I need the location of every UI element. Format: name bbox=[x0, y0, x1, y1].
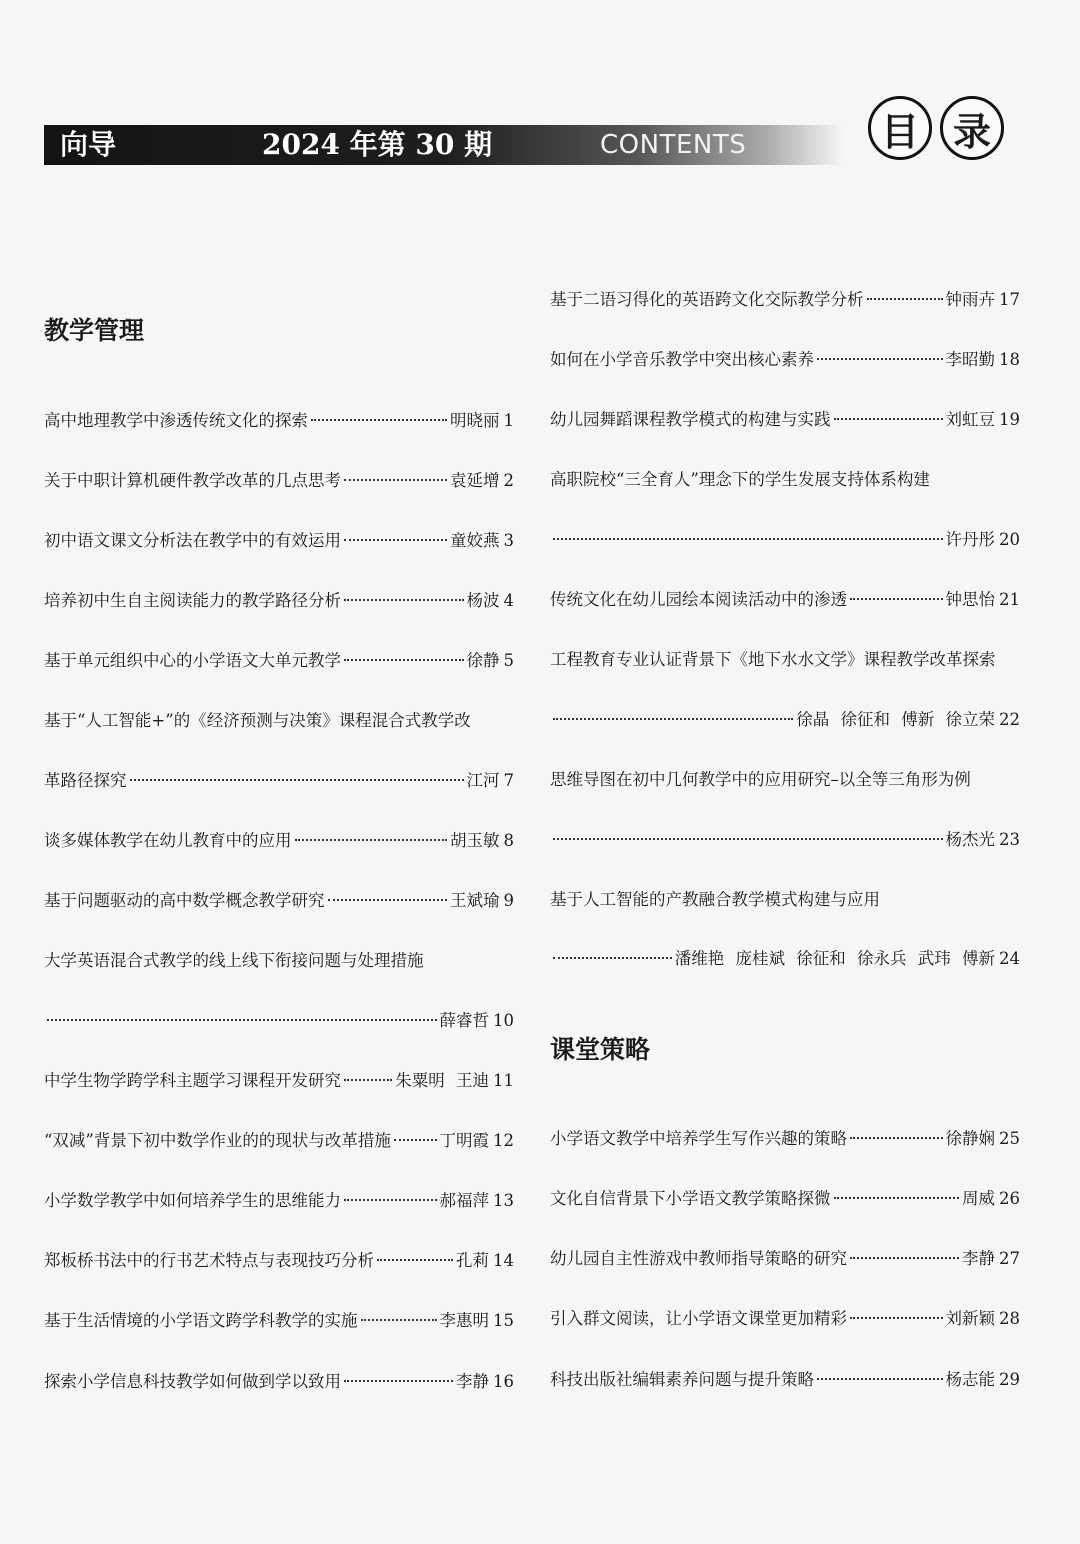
leader-dots bbox=[834, 418, 943, 420]
entry-author: 明晓丽 bbox=[450, 411, 500, 430]
circle-char: 目 bbox=[868, 96, 932, 160]
entry-author: 徐静 bbox=[466, 651, 500, 670]
toc-entry[interactable] bbox=[550, 1367, 1020, 1393]
entry-title: 基于“人工智能+”的《经济预测与决策》课程混合式教学改 bbox=[44, 711, 471, 730]
entry-page: 14 bbox=[493, 1251, 514, 1270]
toc-entry[interactable] bbox=[44, 1008, 514, 1034]
entry-title: 基于人工智能的产教融合教学模式构建与应用 bbox=[550, 890, 880, 909]
header-bar bbox=[44, 125, 844, 165]
entry-author: 刘新颖 bbox=[945, 1309, 995, 1328]
leader-dots bbox=[47, 1019, 437, 1021]
toc-entry[interactable] bbox=[44, 408, 514, 434]
entry-page: 8 bbox=[503, 831, 514, 850]
toc-entry[interactable] bbox=[550, 1246, 1020, 1272]
entry-author: 徐晶 徐征和 傅新 徐立荣 bbox=[796, 710, 995, 729]
entry-title: 引入群文阅读，让小学语文课堂更加精彩 bbox=[550, 1309, 847, 1328]
entry-page: 20 bbox=[999, 530, 1020, 549]
entry-page: 2 bbox=[503, 471, 514, 490]
toc-entry-title-line[interactable] bbox=[550, 467, 1020, 493]
leader-dots bbox=[344, 1199, 437, 1201]
entry-title: 传统文化在幼儿园绘本阅读活动中的渗透 bbox=[550, 590, 847, 609]
entry-title: 谈多媒体教学在幼儿教育中的应用 bbox=[44, 831, 292, 850]
leader-dots bbox=[850, 598, 943, 600]
leader-dots bbox=[311, 419, 447, 421]
leader-dots bbox=[850, 1317, 943, 1319]
toc-entry[interactable] bbox=[44, 588, 514, 614]
toc-entry[interactable] bbox=[44, 648, 514, 674]
toc-entry[interactable] bbox=[44, 828, 514, 854]
leader-dots bbox=[553, 838, 943, 840]
entry-page: 1 bbox=[503, 411, 514, 430]
leader-dots bbox=[344, 599, 464, 601]
entry-title: 文化自信背景下小学语文教学策略探微 bbox=[550, 1189, 831, 1208]
leader-dots bbox=[344, 1380, 453, 1382]
entry-author: 杨志能 bbox=[945, 1370, 995, 1389]
leader-dots bbox=[553, 718, 793, 720]
entry-author: 王斌瑜 bbox=[450, 891, 500, 910]
entry-page: 23 bbox=[999, 830, 1020, 849]
entry-author: 袁延增 bbox=[450, 471, 500, 490]
entry-page: 13 bbox=[493, 1191, 514, 1210]
entry-author: 李静 bbox=[456, 1372, 489, 1391]
entry-author: 朱粟明 王迪 bbox=[395, 1071, 489, 1090]
entry-page: 22 bbox=[999, 710, 1020, 729]
toc-entry[interactable] bbox=[550, 287, 1020, 313]
entry-page: 26 bbox=[999, 1189, 1020, 1208]
entry-page: 7 bbox=[503, 771, 514, 790]
entry-author: 周威 bbox=[962, 1189, 995, 1208]
leader-dots bbox=[344, 539, 447, 541]
entry-title: 幼儿园舞蹈课程教学模式的构建与实践 bbox=[550, 410, 831, 429]
leader-dots bbox=[850, 1257, 959, 1259]
entry-page: 29 bbox=[999, 1370, 1020, 1389]
toc-entry[interactable] bbox=[44, 1188, 514, 1214]
leader-dots bbox=[344, 1079, 392, 1081]
entry-title: 高中地理教学中渗透传统文化的探索 bbox=[44, 411, 308, 430]
entry-page: 28 bbox=[999, 1309, 1020, 1328]
entry-title: 如何在小学音乐教学中突出核心素养 bbox=[550, 350, 814, 369]
toc-entry[interactable] bbox=[550, 1126, 1020, 1152]
toc-entry[interactable] bbox=[550, 407, 1020, 433]
entry-title: 小学语文教学中培养学生写作兴趣的策略 bbox=[550, 1129, 847, 1148]
leader-dots bbox=[361, 1319, 437, 1321]
entry-page: 19 bbox=[999, 410, 1020, 429]
entry-title: 基于生活情境的小学语文跨学科教学的实施 bbox=[44, 1311, 358, 1330]
toc-entry[interactable] bbox=[44, 768, 514, 794]
entry-title: 大学英语混合式教学的线上线下衔接问题与处理措施 bbox=[44, 951, 424, 970]
toc-entry[interactable] bbox=[44, 1308, 514, 1334]
entry-author: 胡玉敏 bbox=[450, 831, 500, 850]
toc-entry[interactable] bbox=[44, 1068, 514, 1094]
entry-page: 15 bbox=[493, 1311, 514, 1330]
leader-dots bbox=[328, 899, 448, 901]
leader-dots bbox=[553, 538, 943, 540]
journal-name: 向导 bbox=[60, 128, 117, 161]
toc-circle-title bbox=[868, 96, 1004, 160]
entry-title: 工程教育专业认证背景下《地下水水文学》课程教学改革探索 bbox=[550, 650, 996, 669]
toc-entry[interactable] bbox=[550, 707, 1020, 733]
circle-char: 录 bbox=[940, 96, 1004, 160]
entry-title: 基于二语习得化的英语跨文化交际教学分析 bbox=[550, 290, 864, 309]
entry-page: 3 bbox=[503, 531, 514, 550]
entry-author: 丁明霞 bbox=[439, 1131, 489, 1150]
entry-author: 钟雨卉 bbox=[945, 290, 995, 309]
entry-page: 17 bbox=[999, 290, 1020, 309]
entry-page: 27 bbox=[999, 1249, 1020, 1268]
entry-page: 25 bbox=[999, 1129, 1020, 1148]
entry-author: 童姣燕 bbox=[450, 531, 500, 550]
entry-page: 24 bbox=[999, 949, 1020, 968]
entry-page: 18 bbox=[999, 350, 1020, 369]
entry-author: 许丹彤 bbox=[945, 530, 995, 549]
leader-dots bbox=[295, 839, 448, 841]
leader-dots bbox=[850, 1137, 943, 1139]
entry-title: “双减”背景下初中数学作业的的现状与改革措施 bbox=[44, 1131, 391, 1150]
toc-entry[interactable] bbox=[44, 1369, 514, 1395]
toc-entry[interactable] bbox=[44, 888, 514, 914]
toc-entry[interactable] bbox=[44, 1128, 514, 1154]
entry-author: 潘维艳 庞桂斌 徐征和 徐永兵 武玮 傅新 bbox=[674, 949, 995, 968]
toc-entry[interactable] bbox=[44, 468, 514, 494]
entry-title: 幼儿园自主性游戏中教师指导策略的研究 bbox=[550, 1249, 847, 1268]
entry-title: 高职院校“三全育人”理念下的学生发展支持体系构建 bbox=[550, 470, 930, 489]
section-title-teaching-management: 教学管理 bbox=[44, 316, 145, 345]
entry-title: 中学生物学跨学科主题学习课程开发研究 bbox=[44, 1071, 341, 1090]
entry-title: 思维导图在初中几何教学中的应用研究–以全等三角形为例 bbox=[550, 770, 971, 789]
entry-author: 江河 bbox=[466, 771, 500, 790]
toc-entry[interactable] bbox=[550, 827, 1020, 853]
toc-entry[interactable] bbox=[44, 1248, 514, 1274]
toc-entry[interactable] bbox=[550, 587, 1020, 613]
leader-dots bbox=[394, 1139, 437, 1141]
leader-dots bbox=[344, 659, 464, 661]
entry-title: 关于中职计算机硬件教学改革的几点思考 bbox=[44, 471, 341, 490]
entry-title: 郑板桥书法中的行书艺术特点与表现技巧分析 bbox=[44, 1251, 374, 1270]
entry-title: 小学数学教学中如何培养学生的思维能力 bbox=[44, 1191, 341, 1210]
toc-entry-title-line[interactable] bbox=[44, 948, 514, 974]
toc-entry[interactable] bbox=[550, 1306, 1020, 1332]
entry-title: 基于单元组织中心的小学语文大单元教学 bbox=[44, 651, 341, 670]
leader-dots bbox=[817, 358, 943, 360]
leader-dots bbox=[834, 1197, 960, 1199]
toc-entry[interactable] bbox=[550, 946, 1020, 972]
entry-page: 5 bbox=[503, 651, 514, 670]
toc-entry-title-line[interactable] bbox=[550, 647, 1020, 673]
entry-title: 探索小学信息科技教学如何做到学以致用 bbox=[44, 1372, 341, 1391]
entry-author: 李静 bbox=[962, 1249, 995, 1268]
contents-label: CONTENTS bbox=[600, 130, 747, 160]
toc-entry-title-line[interactable] bbox=[44, 708, 514, 734]
toc-entry[interactable] bbox=[550, 1186, 1020, 1212]
entry-author: 钟思怡 bbox=[945, 590, 995, 609]
entry-page: 12 bbox=[493, 1131, 514, 1150]
entry-page: 10 bbox=[493, 1011, 514, 1030]
toc-entry[interactable] bbox=[550, 347, 1020, 373]
entry-author: 刘虹豆 bbox=[945, 410, 995, 429]
toc-entry[interactable] bbox=[44, 528, 514, 554]
section-title-classroom-strategy: 课堂策略 bbox=[550, 1035, 651, 1064]
entry-title-continued: 革路径探究 bbox=[44, 771, 127, 790]
entry-title: 培养初中生自主阅读能力的教学路径分析 bbox=[44, 591, 341, 610]
leader-dots bbox=[867, 298, 943, 300]
entry-title: 基于问题驱动的高中数学概念教学研究 bbox=[44, 891, 325, 910]
entry-page: 11 bbox=[493, 1071, 514, 1090]
entry-page: 16 bbox=[493, 1372, 514, 1391]
entry-author: 杨波 bbox=[466, 591, 500, 610]
entry-title: 初中语文课文分析法在教学中的有效运用 bbox=[44, 531, 341, 550]
entry-page: 4 bbox=[503, 591, 514, 610]
entry-page: 9 bbox=[503, 891, 514, 910]
entry-author: 徐静娴 bbox=[945, 1129, 995, 1148]
leader-dots bbox=[344, 479, 447, 481]
entry-page: 21 bbox=[999, 590, 1020, 609]
entry-author: 薛睿哲 bbox=[439, 1011, 489, 1030]
toc-entry[interactable] bbox=[550, 527, 1020, 553]
leader-dots bbox=[553, 957, 672, 959]
entry-author: 郝福萍 bbox=[439, 1191, 489, 1210]
entry-author: 杨杰光 bbox=[945, 830, 995, 849]
toc-entry-title-line[interactable] bbox=[550, 767, 1020, 793]
leader-dots bbox=[377, 1259, 453, 1261]
leader-dots bbox=[817, 1378, 943, 1380]
entry-author: 孔莉 bbox=[456, 1251, 489, 1270]
entry-author: 李昭勤 bbox=[945, 350, 995, 369]
leader-dots bbox=[130, 779, 464, 781]
entry-title: 科技出版社编辑素养问题与提升策略 bbox=[550, 1370, 814, 1389]
entry-author: 李惠明 bbox=[439, 1311, 489, 1330]
toc-entry-title-line[interactable] bbox=[550, 887, 1020, 913]
issue-label: 2024 年第 30 期 bbox=[262, 128, 493, 161]
